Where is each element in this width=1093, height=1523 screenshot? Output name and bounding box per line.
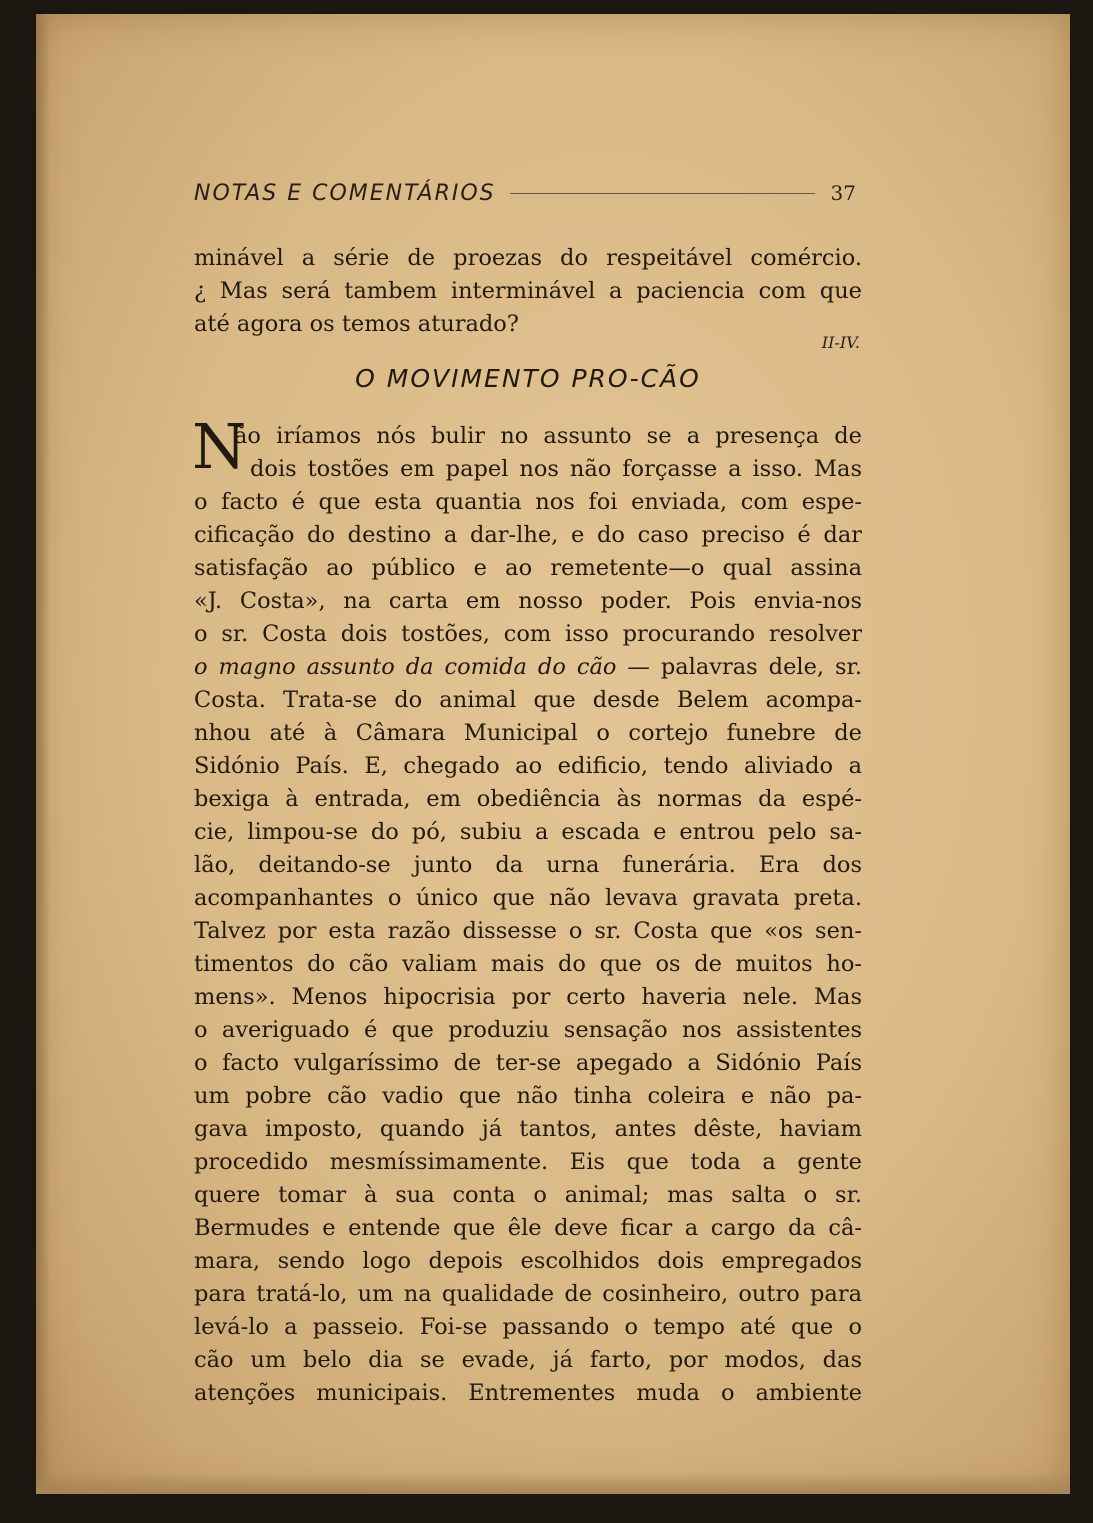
text-line: o sr. Costa dois tostões, com isso procurando resolver — [194, 621, 862, 647]
text-line: cão um belo dia se evade, já farto, por modos, das — [194, 1347, 862, 1373]
intro-paragraph — [194, 242, 862, 341]
italic-quote: o magno assunto da comida do cão — [194, 654, 617, 680]
text-line: ¿ Mas será tambem interminável a paciencia com que — [194, 278, 862, 304]
text-line: timentos do cão valiam mais do que os de muitos ho- — [194, 951, 862, 977]
running-head-rule — [510, 193, 815, 194]
text-line: acompanhantes o único que não levava gravata preta. — [194, 885, 862, 911]
text-line: «J. Costa», na carta em nosso poder. Pois envia-nos — [194, 588, 862, 614]
text-line: dois tostões em papel nos não forçasse a isso. Mas — [250, 456, 862, 482]
text-line: o facto é que esta quantia nos foi enviada, com espe- — [194, 489, 862, 515]
running-head-title: NOTAS E COMENTÁRIOS — [194, 180, 496, 206]
text-line: minável a série de proezas do respeitável comércio. — [194, 245, 862, 271]
body-paragraph — [194, 420, 862, 1410]
text-line: Talvez por esta razão dissesse o sr. Costa que «os sen- — [194, 918, 862, 944]
text-line: atenções municipais. Entrementes muda o ambiente — [194, 1380, 862, 1406]
text-line: para tratá-lo, um na qualidade de cosinheiro, outro para — [194, 1281, 862, 1307]
text-line: Sidónio País. E, chegado ao edificio, tendo aliviado a — [194, 753, 862, 779]
text-fragment: — palavras dele, sr. — [616, 654, 862, 680]
text-line: cie, limpou-se do pó, subiu a escada e entrou pelo sa- — [194, 819, 862, 845]
page-number: 37 — [830, 181, 856, 205]
text-line: ão iríamos nós bulir no assunto se a presença de — [234, 423, 862, 449]
text-line: procedido mesmíssimamente. Eis que toda a gente — [194, 1149, 862, 1175]
text-line: cificação do destino a dar-lhe, e do caso preciso é dar — [194, 522, 862, 548]
section-title: O MOVIMENTO PRO-CÃO — [355, 364, 701, 393]
text-line-italic-phrase — [194, 651, 862, 684]
text-line: bexiga à entrada, em obediência às normas da espé- — [194, 786, 862, 812]
text-line: levá-lo a passeio. Foi-se passando o tempo até que o — [194, 1314, 862, 1340]
text-line: Costa. Trata-se do animal que desde Belem acompa- — [194, 687, 862, 713]
text-line: lão, deitando-se junto da urna funerária. Era dos — [194, 852, 862, 878]
text-line: mens». Menos hipocrisia por certo haveria nele. Mas — [194, 984, 862, 1010]
text-line: até agora os temos aturado? — [194, 311, 519, 337]
running-head — [194, 178, 856, 208]
page-bottom-edge — [36, 1474, 1070, 1494]
drop-cap: N — [192, 410, 247, 483]
text-line: o facto vulgaríssimo de ter-se apegado a Sidónio País — [194, 1050, 862, 1076]
text-line: satisfação ao público e ao remetente—o qual assina — [194, 555, 862, 581]
text-line: nhou até à Câmara Municipal o cortejo funebre de — [194, 720, 862, 746]
page-spine-shadow — [36, 14, 50, 1494]
text-line: um pobre cão vadio que não tinha coleira e não pa- — [194, 1083, 862, 1109]
text-line: quere tomar à sua conta o animal; mas salta o sr. — [194, 1182, 862, 1208]
dateline: II-IV. — [821, 333, 860, 352]
text-line: Bermudes e entende que êle deve ficar a cargo da câ- — [194, 1215, 862, 1241]
text-line: gava imposto, quando já tantos, antes dêste, haviam — [194, 1116, 862, 1142]
text-line: mara, sendo logo depois escolhidos dois empregados — [194, 1248, 862, 1274]
text-line: o averiguado é que produziu sensação nos assistentes — [194, 1017, 862, 1043]
